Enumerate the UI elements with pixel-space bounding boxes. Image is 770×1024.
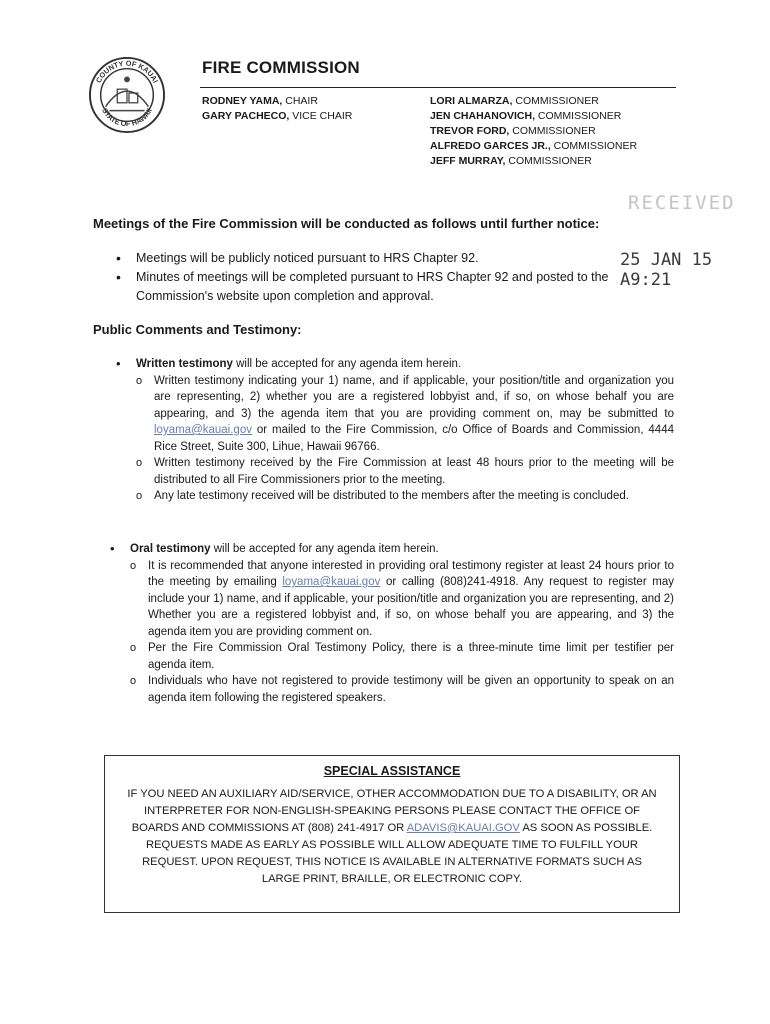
member-entry: RODNEY YAMA, CHAIR: [202, 95, 318, 107]
county-seal-logo: [88, 56, 166, 134]
list-item: o Written testimony received by the Fire Commission at least 48 hours prior to the meeting will be distributed to all Fire Commissioners prior to the meeting.: [136, 455, 674, 488]
list-item: o Written testimony indicating your 1) name, and if applicable, your position/title and organization you are representing, 2) whether you are a registered lobbyist and, if so, on whose behalf you are appearing, and 3) the agenda item that you are providing comment on, may be submitted to loyama@kauai.gov or mailed to the Fire Commission, c/o Office of Boards and Commission, 4444 Rice Street, Suite 300, Lihue, Hawaii 96766.: [136, 373, 674, 456]
email-link[interactable]: loyama@kauai.gov: [154, 424, 252, 436]
public-comments-heading: Public Comments and Testimony:: [93, 322, 302, 337]
svg-text:STATE OF HAWAII: STATE OF HAWAII: [100, 106, 154, 129]
special-assistance-text: IF YOU NEED AN AUXILIARY AID/SERVICE, OTHER ACCOMMODATION DUE TO A DISABILITY, OR AN INTERPRETER FOR NON-ENGLISH-SPEAKING PERSONS PLEASE CONTACT THE OFFICE OF BOARDS AND COMMISSIONS AT (808) 241-4917 OR ADAVIS@KAUAI.GOV AS SOON AS POSSIBLE. REQUESTS MADE AS EARLY AS POSSIBLE WILL ALLOW ADEQUATE TIME TO FULFILL YOUR REQUEST. UPON REQUEST, THIS NOTICE IS AVAILABLE IN ALTERNATIVE FORMATS SUCH AS LARGE PRINT, BRAILLE, OR ELECTRONIC COPY.: [127, 788, 657, 885]
written-testimony-list: [114, 373, 674, 505]
officers-list: [202, 94, 352, 124]
email-link[interactable]: ADAVIS@KAUAI.GOV: [406, 822, 520, 834]
header-divider: [200, 87, 676, 88]
member-entry: JEFF MURRAY, COMMISSIONER: [430, 155, 592, 167]
list-item: o Any late testimony received will be distributed to the members after the meeting is concluded.: [136, 488, 674, 505]
member-entry: LORI ALMARZA, COMMISSIONER: [430, 95, 599, 107]
written-testimony-lead: • Written testimony will be accepted for any agenda item herein.: [114, 356, 674, 373]
list-item: o It is recommended that anyone interested in providing oral testimony register at least 24 hours prior to the meeting by emailing loyama@kauai.gov or calling (808)241-4918. Any request to register may include your 1) name, and if applicable, your position/title and organization you are representing, and 2) Whether you are a registered lobbyist and, if so, on whose behalf you are appearing, and 3) the agenda item you are providing comment on.: [130, 558, 674, 641]
list-item: • Minutes of meetings will be completed pursuant to HRS Chapter 92 and posted to the Commission's website upon completion and approval.: [114, 268, 614, 306]
list-item: • Meetings will be publicly noticed pursuant to HRS Chapter 92.: [114, 249, 614, 268]
oral-testimony-section: [108, 541, 674, 706]
commission-title: FIRE COMMISSION: [202, 58, 360, 77]
received-stamp: RECEIVED: [628, 192, 736, 214]
member-entry: GARY PACHECO, VICE CHAIR: [202, 110, 353, 122]
written-testimony-section: [114, 356, 674, 505]
special-assistance-box: [104, 755, 680, 913]
commissioners-list: [430, 94, 637, 169]
special-assistance-title: SPECIAL ASSISTANCE: [323, 764, 461, 778]
email-link[interactable]: loyama@kauai.gov: [282, 576, 381, 588]
oral-testimony-lead: • Oral testimony will be accepted for any agenda item herein.: [108, 541, 674, 558]
oral-testimony-list: [108, 558, 674, 707]
svg-text:COUNTY OF KAUAI: COUNTY OF KAUAI: [93, 58, 161, 85]
meetings-list: [114, 249, 614, 306]
member-entry: TREVOR FORD, COMMISSIONER: [430, 125, 596, 137]
member-entry: JEN CHAHANOVICH, COMMISSIONER: [430, 110, 622, 122]
meetings-heading: Meetings of the Fire Commission will be conducted as follows until further notice:: [93, 216, 600, 231]
list-item: o Individuals who have not registered to provide testimony will be given an opportunity to speak on an agenda item following the registered speakers.: [130, 673, 674, 706]
list-item: o Per the Fire Commission Oral Testimony Policy, there is a three-minute time limit per testifier per agenda item.: [130, 640, 674, 673]
date-stamp: 25 JAN 15 A9:21: [620, 250, 713, 290]
member-entry: ALFREDO GARCES JR., COMMISSIONER: [430, 140, 638, 152]
